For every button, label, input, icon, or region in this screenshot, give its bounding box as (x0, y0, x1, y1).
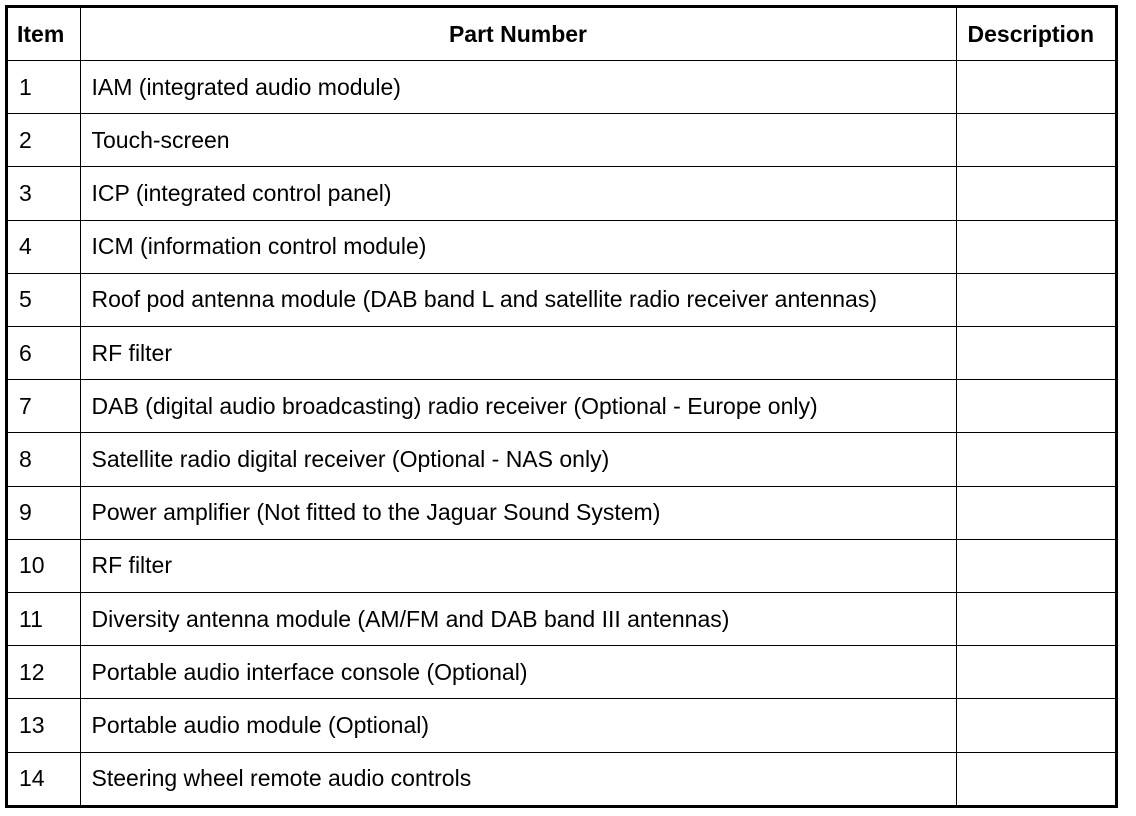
cell-description (956, 220, 1115, 273)
cell-description (956, 327, 1115, 380)
cell-item: 4 (8, 220, 80, 273)
header-description: Description (956, 8, 1115, 61)
cell-item: 12 (8, 646, 80, 699)
cell-part-number: Satellite radio digital receiver (Optional - NAS only) (80, 433, 956, 486)
table-row (8, 539, 1115, 592)
cell-item: 10 (8, 539, 80, 592)
cell-item: 9 (8, 486, 80, 539)
cell-description (956, 273, 1115, 326)
cell-item: 1 (8, 61, 80, 114)
table-row (8, 433, 1115, 486)
cell-description (956, 486, 1115, 539)
cell-part-number: Portable audio interface console (Optional) (80, 646, 956, 699)
table-row (8, 273, 1115, 326)
table-row (8, 699, 1115, 752)
cell-part-number: Steering wheel remote audio controls (80, 752, 956, 805)
table-row (8, 380, 1115, 433)
cell-item: 5 (8, 273, 80, 326)
parts-table-container (5, 5, 1118, 808)
cell-item: 11 (8, 593, 80, 646)
table-row (8, 646, 1115, 699)
cell-part-number: Power amplifier (Not fitted to the Jaguar Sound System) (80, 486, 956, 539)
cell-part-number: RF filter (80, 539, 956, 592)
cell-part-number: ICP (integrated control panel) (80, 167, 956, 220)
cell-part-number: Portable audio module (Optional) (80, 699, 956, 752)
table-row (8, 220, 1115, 273)
cell-item: 14 (8, 752, 80, 805)
table-row (8, 327, 1115, 380)
cell-description (956, 646, 1115, 699)
cell-item: 2 (8, 114, 80, 167)
cell-description (956, 539, 1115, 592)
cell-description (956, 752, 1115, 805)
table-row (8, 61, 1115, 114)
table-header-row (8, 8, 1115, 61)
cell-part-number: ICM (information control module) (80, 220, 956, 273)
cell-item: 6 (8, 327, 80, 380)
cell-item: 7 (8, 380, 80, 433)
header-part-number: Part Number (80, 8, 956, 61)
cell-description (956, 167, 1115, 220)
cell-item: 3 (8, 167, 80, 220)
header-item: Item (8, 8, 80, 61)
cell-part-number: Roof pod antenna module (DAB band L and satellite radio receiver antennas) (80, 273, 956, 326)
table-row (8, 486, 1115, 539)
table-row (8, 167, 1115, 220)
cell-description (956, 699, 1115, 752)
table-row (8, 752, 1115, 805)
table-row (8, 114, 1115, 167)
cell-part-number: RF filter (80, 327, 956, 380)
cell-description (956, 593, 1115, 646)
cell-description (956, 61, 1115, 114)
cell-description (956, 114, 1115, 167)
parts-table (8, 8, 1115, 805)
cell-part-number: Touch-screen (80, 114, 956, 167)
cell-part-number: DAB (digital audio broadcasting) radio receiver (Optional - Europe only) (80, 380, 956, 433)
cell-part-number: IAM (integrated audio module) (80, 61, 956, 114)
table-row (8, 593, 1115, 646)
cell-description (956, 380, 1115, 433)
cell-description (956, 433, 1115, 486)
cell-item: 13 (8, 699, 80, 752)
cell-part-number: Diversity antenna module (AM/FM and DAB band III antennas) (80, 593, 956, 646)
cell-item: 8 (8, 433, 80, 486)
